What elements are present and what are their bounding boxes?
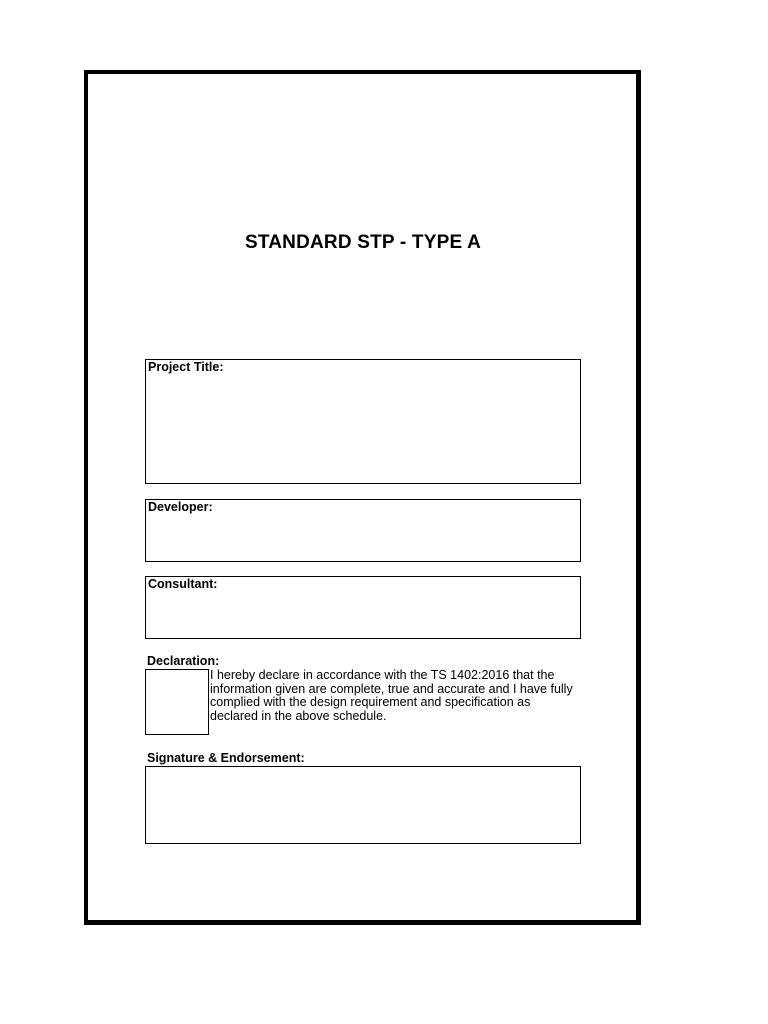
- signature-field[interactable]: [145, 766, 581, 844]
- developer-label: Developer:: [148, 500, 213, 514]
- document-title: STANDARD STP - TYPE A: [244, 232, 482, 253]
- project-title-label: Project Title:: [148, 360, 224, 374]
- signature-label: Signature & Endorsement:: [147, 751, 305, 765]
- consultant-label: Consultant:: [148, 577, 218, 591]
- project-title-field[interactable]: [145, 359, 581, 484]
- consultant-field[interactable]: [145, 576, 581, 639]
- declaration-label: Declaration:: [147, 654, 220, 668]
- declaration-checkbox[interactable]: [145, 669, 209, 735]
- declaration-text: I hereby declare in accordance with the TS 1402:2016 that the information given are complete, true and accurate and I have fully complied with the design requirement and specification as declared in the above schedule.: [210, 668, 573, 723]
- developer-field[interactable]: [145, 499, 581, 562]
